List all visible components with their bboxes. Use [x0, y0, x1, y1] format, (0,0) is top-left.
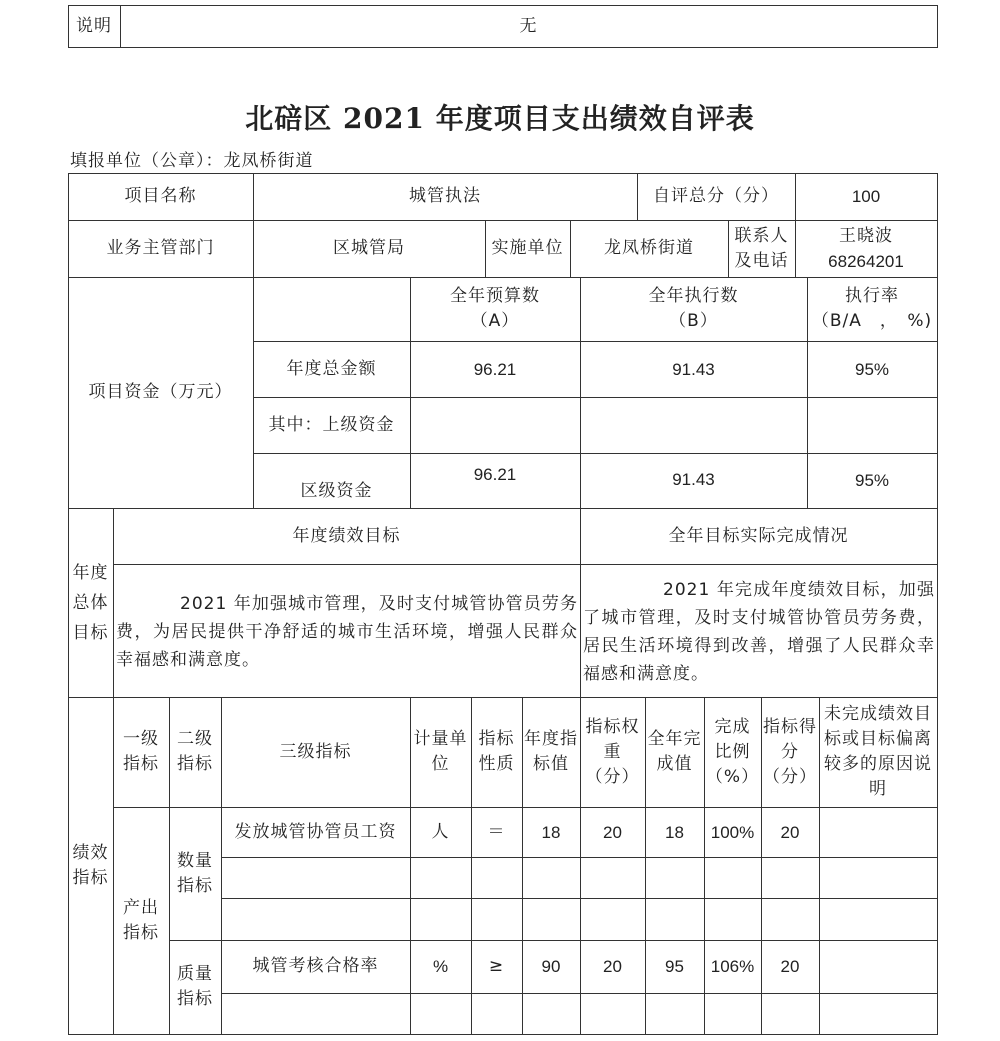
- self-score: 100: [851, 187, 881, 206]
- indicator-ratio: 106%: [710, 957, 755, 976]
- district-funds-label: 区级资金: [300, 481, 373, 501]
- header-ratio: 完成 比例 （%）: [705, 716, 760, 787]
- indicator-actual: 95: [665, 957, 684, 976]
- header-level2: 二级 指标: [177, 729, 213, 774]
- header-nature: 指标 性质: [478, 729, 515, 774]
- header-actual: 全年完 成值: [647, 729, 702, 774]
- header-score: 指标得 分 （分）: [763, 716, 817, 787]
- indicator-unit: 人: [431, 821, 450, 842]
- dept-value: 区城管局: [333, 238, 405, 258]
- quantity-indicator-label: 数量 指标: [177, 850, 213, 896]
- district-budget: 96.21: [473, 465, 517, 484]
- indicator-score: 20: [780, 957, 800, 976]
- target-text: 2021 年加强城市管理，及时支付城管协管员劳务费，为居民提供干净舒适的城市生活环境，增强人民群众幸福感和满意度。: [116, 594, 578, 670]
- output-indicator-label: 产出 指标: [123, 897, 159, 943]
- header-reason: 未完成绩效目 标或目标偏离 较多的原因说 明: [824, 704, 932, 799]
- page-title: 北碚区 2021 年度项目支出绩效自评表: [245, 102, 755, 135]
- indicator-target: 18: [541, 822, 561, 842]
- indicator-weight: 20: [603, 957, 622, 976]
- indicator-nature: ≥: [488, 956, 505, 976]
- indicator-unit: %: [432, 957, 449, 976]
- actual-header: 全年目标实际完成情况: [668, 525, 849, 546]
- impl-value: 龙凤桥街道: [604, 238, 694, 258]
- total-label: 年度总金额: [286, 358, 377, 379]
- header-weight: 指标权 重 （分）: [585, 716, 640, 787]
- col-rate-header: 执行率 （B/A ， %): [811, 286, 933, 331]
- annual-goal-label: 年度 总体 目标: [72, 562, 109, 643]
- col-budget-header: 全年预算数 （A）: [450, 286, 540, 331]
- project-name: 城管执法: [409, 186, 481, 206]
- actual-text: 2021 年完成年度绩效目标，加强了城市管理，及时支付城管协管员劳务费，居民生活环境得到改善，增强了人民群众幸福感和满意度。: [583, 580, 935, 684]
- district-exec: 91.43: [672, 470, 715, 489]
- total-exec: 91.43: [672, 359, 715, 379]
- funds-label: 项目资金（万元）: [88, 382, 233, 402]
- district-rate: 95%: [854, 471, 890, 490]
- self-score-label: 自评总分（分）: [653, 186, 779, 206]
- contact-phone: 68264201: [828, 251, 904, 271]
- header-level3: 三级指标: [279, 741, 352, 762]
- impl-label: 实施单位: [491, 238, 564, 258]
- header-level1: 一级 指标: [123, 729, 159, 774]
- quality-indicator-label: 质量 指标: [177, 964, 213, 1009]
- col-exec-header: 全年执行数 （B）: [648, 286, 739, 331]
- indicator-name: 城管考核合格率: [252, 956, 379, 976]
- explanation-value: 无: [519, 15, 538, 36]
- upper-funds-label: 其中：上级资金: [268, 414, 395, 435]
- indicators-label: 绩效 指标: [72, 842, 109, 888]
- contact-name: 王晓波: [839, 225, 893, 246]
- total-rate: 95%: [854, 359, 890, 379]
- header-target: 年度指 标值: [524, 729, 578, 774]
- fill-unit: 填报单位（公章）：龙凤桥街道: [70, 151, 314, 171]
- header-unit: 计量单 位: [413, 729, 468, 774]
- indicator-nature: ＝: [487, 821, 506, 842]
- project-name-label: 项目名称: [124, 186, 197, 206]
- explanation-label: 说明: [76, 15, 112, 36]
- indicator-ratio: 100%: [710, 822, 755, 842]
- indicator-target: 90: [541, 957, 561, 976]
- indicator-name: 发放城管协管员工资: [234, 821, 397, 842]
- indicator-score: 20: [780, 822, 800, 842]
- contact-label: 联系人 及电话: [734, 225, 789, 271]
- indicator-weight: 20: [603, 822, 622, 842]
- indicator-actual: 18: [665, 822, 684, 842]
- contact-value: [795, 220, 937, 277]
- target-header: 年度绩效目标: [292, 525, 401, 546]
- total-budget: 96.21: [473, 359, 517, 379]
- dept-label: 业务主管部门: [106, 238, 215, 258]
